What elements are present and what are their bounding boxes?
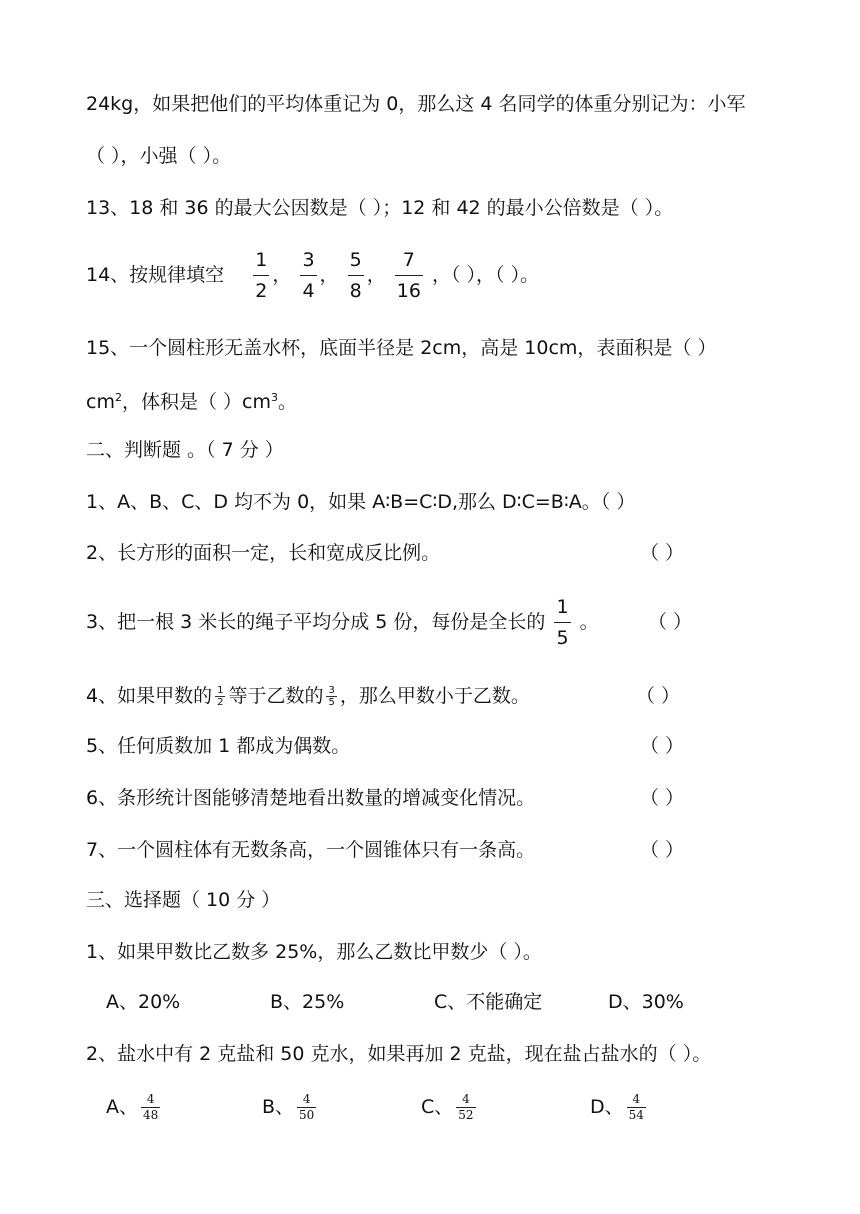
question-14-label: 14、按规律填空 [86, 264, 225, 286]
judge-item-1: 1、A、B、C、D 均不为 0，如果 A∶B=C∶D,那么 D∶C=B∶A。（ ） [86, 491, 636, 513]
question-14 [86, 244, 539, 306]
choice-2-option-c[interactable] [421, 1090, 479, 1124]
question-14-blanks: ，（ ），（ ）。 [431, 264, 540, 286]
choice-2-option-d[interactable] [590, 1090, 649, 1124]
judge-item-4 [86, 680, 530, 712]
sequence-fraction-2: $\frac{3}{4}$ [300, 245, 316, 306]
judge-item-4-text-a: 4、如果甲数的 [86, 685, 213, 707]
judge-item-6: 6、条形统计图能够清楚地看出数量的增减变化情况。 [86, 787, 536, 809]
superscript-2: 2 [114, 391, 122, 404]
question-12-answer-blanks: （ ），小强（ ）。 [86, 145, 232, 167]
volume-text: ，体积是（ ）cm [121, 391, 271, 413]
fraction-one-fifth: $\frac{1}{5}$ [554, 592, 570, 653]
option-fraction: $\frac{4}{52}$ [458, 1092, 474, 1122]
option-label: C、 [421, 1096, 454, 1118]
fraction-half: $\frac{1}{2}$ [217, 685, 224, 708]
judge-item-5-paren: （ ） [640, 735, 685, 757]
option-label: A、 [106, 1096, 138, 1118]
judge-item-7-paren: （ ） [640, 839, 685, 861]
choice-2-option-b[interactable] [262, 1090, 319, 1124]
judge-item-7: 7、一个圆柱体有无数条高，一个圆锥体只有一条高。 [86, 839, 536, 861]
question-12-continuation: 24kg，如果把他们的平均体重记为 0，那么这 4 名同学的体重分别记为：小军 [86, 93, 746, 115]
choice-1-option-d[interactable]: D、30% [608, 991, 684, 1013]
option-fraction: $\frac{4}{54}$ [628, 1092, 644, 1122]
judge-item-2-paren: （ ） [640, 542, 685, 564]
sequence-fraction-3: $\frac{5}{8}$ [348, 245, 364, 306]
fraction-three-fifths: $\frac{3}{5}$ [328, 685, 335, 708]
section-2-title: 二、判断题 。（ 7 分 ） [86, 439, 284, 461]
option-fraction: $\frac{4}{48}$ [143, 1092, 159, 1122]
choice-1-option-c[interactable]: C、不能确定 [434, 991, 543, 1013]
judge-item-5: 5、任何质数加 1 都成为偶数。 [86, 735, 351, 757]
superscript-3: 3 [270, 391, 278, 404]
judge-item-6-paren: （ ） [640, 787, 685, 809]
judge-item-2: 2、长方形的面积一定，长和宽成反比例。 [86, 542, 441, 564]
question-15-line-2 [86, 386, 297, 414]
period: 。 [277, 391, 297, 413]
sequence-separator: ， [272, 264, 292, 286]
choice-question-1: 1、如果甲数比乙数多 25%，那么乙数比甲数少（ ）。 [86, 941, 542, 963]
judge-item-3-text: 3、把一根 3 米长的绳子平均分成 5 份，每份是全长的 [86, 611, 546, 633]
judge-item-3-end: 。 [579, 611, 599, 633]
sequence-fraction-4: $\frac{7}{16}$ [395, 245, 423, 306]
question-13: 13、18 和 36 的最大公因数是（ ）；12 和 42 的最小公倍数是（ ）。 [86, 197, 674, 219]
option-fraction: $\frac{4}{50}$ [299, 1092, 315, 1122]
unit-cm: cm [86, 391, 115, 413]
sequence-separator: ， [319, 264, 339, 286]
sequence-fraction-1: $\frac{1}{2}$ [253, 245, 269, 306]
judge-item-4-paren: （ ） [636, 685, 681, 707]
judge-item-4-text-c: ，那么甲数小于乙数。 [339, 685, 530, 707]
choice-1-option-b[interactable]: B、25% [270, 991, 345, 1013]
choice-2-option-a[interactable] [106, 1090, 163, 1124]
section-3-title: 三、选择题（ 10 分 ） [86, 889, 281, 911]
judge-item-4-text-b: 等于乙数的 [228, 685, 324, 707]
option-label: D、 [590, 1096, 624, 1118]
judge-item-3-paren: （ ） [648, 611, 693, 633]
choice-1-option-a[interactable]: A、20% [106, 991, 181, 1013]
sequence-separator: ， [366, 264, 386, 286]
question-15-line-1: 15、一个圆柱形无盖水杯，底面半径是 2cm，高是 10cm，表面积是（ ） [86, 337, 717, 359]
judge-item-3 [86, 592, 599, 653]
option-label: B、 [262, 1096, 295, 1118]
choice-question-2: 2、盐水中有 2 克盐和 50 克水，如果再加 2 克盐，现在盐占盐水的（ ）。 [86, 1043, 712, 1065]
